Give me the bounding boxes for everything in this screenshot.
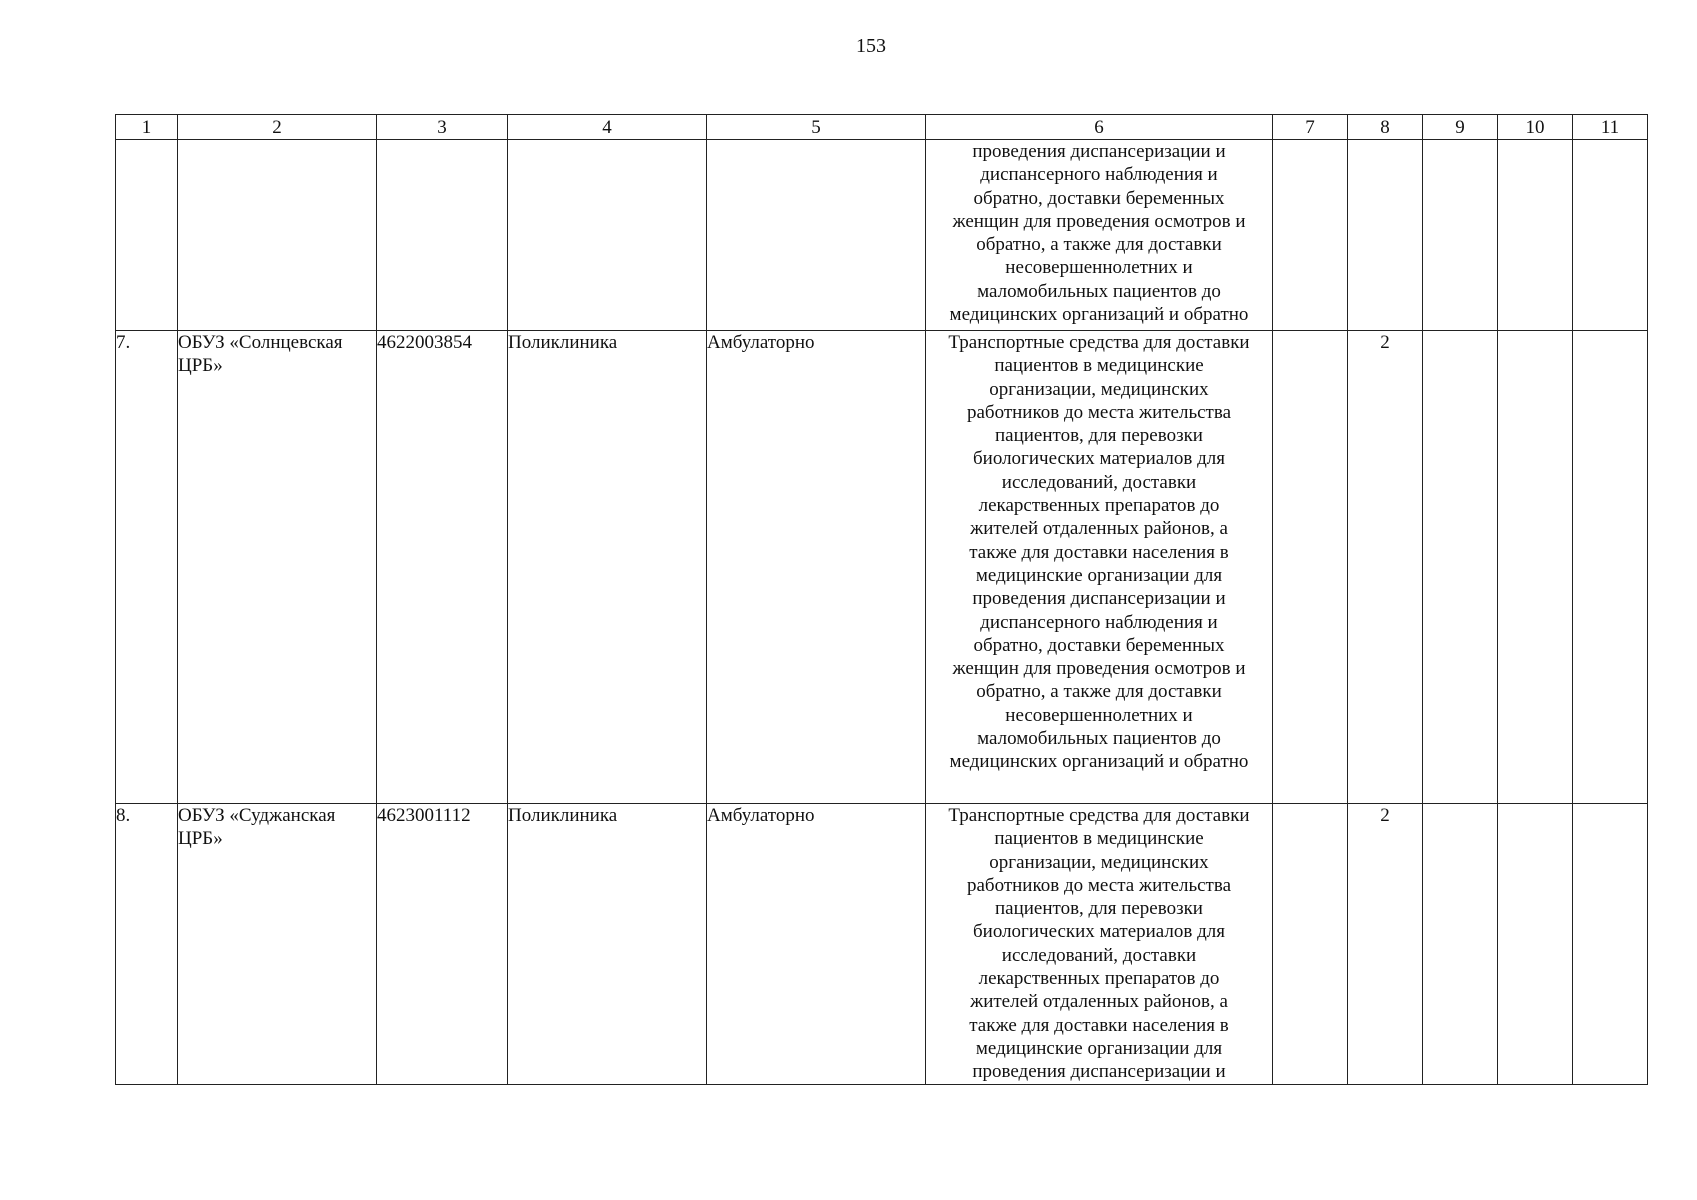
- page-number: 153: [856, 35, 886, 57]
- description-line: исследований, доставки: [1001, 944, 1197, 966]
- row-number-cell: 7.: [116, 331, 178, 804]
- description-line: обратно, а также для доставки: [976, 681, 1222, 703]
- description-line: женщин для проведения осмотров и: [952, 210, 1246, 232]
- description-line: работников до места жительства: [966, 401, 1232, 423]
- description-line: организации, медицинских: [989, 378, 1209, 400]
- description-cell: [926, 140, 1273, 331]
- col9-cell: [1423, 331, 1498, 804]
- description-line: пациентов в медицинские: [994, 828, 1204, 850]
- description-line: биологических материалов для: [972, 448, 1225, 470]
- description-cell: [926, 804, 1273, 1085]
- col11-cell: [1573, 331, 1648, 804]
- column-header: 9: [1423, 115, 1498, 140]
- type-cell: Поликлиника: [508, 804, 707, 1085]
- description-line: работников до места жительства: [966, 874, 1232, 896]
- description-line: диспансерного наблюдения и: [980, 164, 1218, 186]
- description-line: лекарственных препаратов до: [978, 495, 1220, 517]
- column-header: 3: [377, 115, 508, 140]
- table-cell: [707, 140, 926, 331]
- description-line: обратно, а также для доставки: [976, 234, 1222, 256]
- description-line: медицинских организаций и обратно: [949, 751, 1249, 773]
- column-header: 4: [508, 115, 707, 140]
- description-line: также для доставки населения в: [969, 541, 1229, 563]
- column-header: 6: [926, 115, 1273, 140]
- inn-cell: 4623001112: [377, 804, 508, 1085]
- table-cell: [1498, 140, 1573, 331]
- description-cell: [926, 331, 1273, 804]
- table-cell: [1273, 140, 1348, 331]
- col10-cell: [1498, 804, 1573, 1085]
- col7-cell: [1273, 804, 1348, 1085]
- column-header: 7: [1273, 115, 1348, 140]
- column-header: 2: [178, 115, 377, 140]
- description-line: маломобильных пациентов до: [977, 280, 1221, 302]
- description-line: медицинские организации для: [975, 564, 1223, 586]
- column-number-row: [116, 115, 1648, 140]
- col7-cell: [1273, 331, 1348, 804]
- description-line: проведения диспансеризации и: [972, 588, 1226, 610]
- type-cell: Поликлиника: [508, 331, 707, 804]
- column-header: 1: [116, 115, 178, 140]
- description-line: пациентов в медицинские: [994, 355, 1204, 377]
- organization-name: ЦРБ»: [178, 828, 223, 850]
- table-row: [116, 804, 1648, 1085]
- column-header: 10: [1498, 115, 1573, 140]
- table-cell: [1423, 140, 1498, 331]
- description-line: пациентов, для перевозки: [995, 425, 1203, 447]
- description-line: маломобильных пациентов до: [977, 728, 1221, 750]
- col9-cell: [1423, 804, 1498, 1085]
- vehicle-count-cell: 2: [1348, 331, 1423, 804]
- description-line: Транспортные средства для доставки: [948, 332, 1250, 353]
- description-line: женщин для проведения осмотров и: [952, 658, 1246, 680]
- inn-cell: 4622003854: [377, 331, 508, 804]
- col10-cell: [1498, 331, 1573, 804]
- row-number-cell: 8.: [116, 804, 178, 1085]
- description-line: также для доставки населения в: [969, 1014, 1229, 1036]
- description-line: проведения диспансеризации и: [972, 141, 1226, 162]
- description-line: жителей отдаленных районов, а: [970, 991, 1228, 1013]
- table-cell: [377, 140, 508, 331]
- organization-name: ЦРБ»: [178, 355, 223, 377]
- organization-cell: [178, 331, 377, 804]
- organization-name: ОБУЗ «Суджанская: [178, 805, 336, 826]
- description-line: медицинских организаций и обратно: [949, 304, 1249, 326]
- description-line: Транспортные средства для доставки: [948, 805, 1250, 826]
- table-cell: [1348, 140, 1423, 331]
- vehicle-count-cell: 2: [1348, 804, 1423, 1085]
- description-line: диспансерного наблюдения и: [980, 611, 1218, 633]
- description-line: организации, медицинских: [989, 851, 1209, 873]
- description-line: проведения диспансеризации и: [972, 1061, 1226, 1083]
- condition-cell: Амбулаторно: [707, 804, 926, 1085]
- description-line: жителей отдаленных районов, а: [970, 518, 1228, 540]
- table-cell: [178, 140, 377, 331]
- condition-cell: Амбулаторно: [707, 331, 926, 804]
- description-line: лекарственных препаратов до: [978, 968, 1220, 990]
- col11-cell: [1573, 804, 1648, 1085]
- description-line: пациентов, для перевозки: [995, 898, 1203, 920]
- description-line: исследований, доставки: [1001, 471, 1197, 493]
- description-line: несовершеннолетних и: [1005, 704, 1193, 726]
- table-row: [116, 331, 1648, 804]
- table-cell: [116, 140, 178, 331]
- table-cell: [508, 140, 707, 331]
- table-cell: [1573, 140, 1648, 331]
- column-header: 5: [707, 115, 926, 140]
- description-line: медицинские организации для: [975, 1037, 1223, 1059]
- organization-cell: [178, 804, 377, 1085]
- document-table: [115, 114, 1648, 1085]
- column-header: 11: [1573, 115, 1648, 140]
- description-line: биологических материалов для: [972, 921, 1225, 943]
- description-line: обратно, доставки беременных: [973, 634, 1225, 656]
- table-row-continuation: [116, 140, 1648, 331]
- description-line: несовершеннолетних и: [1005, 257, 1193, 279]
- organization-name: ОБУЗ «Солнцевская: [178, 332, 343, 353]
- description-line: обратно, доставки беременных: [973, 187, 1225, 209]
- column-header: 8: [1348, 115, 1423, 140]
